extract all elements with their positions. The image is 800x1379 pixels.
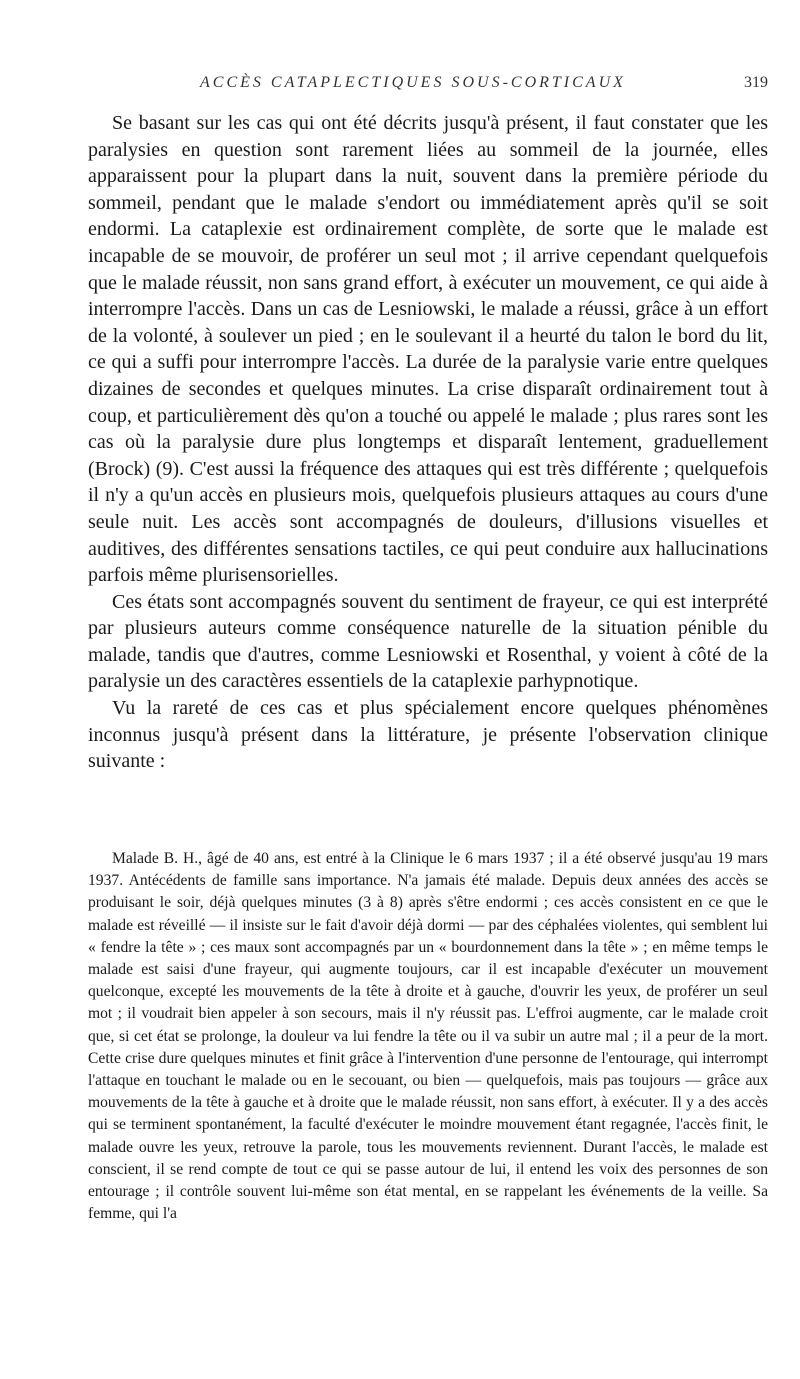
book-page	[88, 0, 768, 1379]
body-text	[88, 110, 768, 775]
paragraph: Se basant sur les cas qui ont été décrits jusqu'à présent, il faut constater que les paralysies en question sont rarement liées au sommeil de la journée, elles apparaissent pour la plupart dans la nuit, souvent dans la première période du sommeil, pendant que le malade s'endort ou immédiatement après qu'il se soit endormi. La cataplexie est ordinairement complète, de sorte que le malade est incapable de se mouvoir, de proférer un seul mot ; il arrive cependant quelquefois que le malade réussit, non sans grand effort, à exécuter un mouvement, ce qui aide à interrompre l'accès. Dans un cas de Lesniowski, le malade a réussi, grâce à un effort de la volonté, à soulever un pied ; en le soulevant il a heurté du talon le bord du lit, ce qui a suffi pour interrompre l'accès. La durée de la paralysie varie entre quelques dizaines de secondes et quelques minutes. La crise disparaît ordinairement tout à coup, et particulièrement dès qu'on a touché ou appelé le malade ; plus rares sont les cas où la paralysie dure plus longtemps et disparaît lentement, graduellement (Brock) (9). C'est aussi la fréquence des attaques qui est très différente ; quelquefois il n'y a qu'un accès en plusieurs mois, quelquefois plusieurs attaques au cours d'une seule nuit. Les accès sont accompagnés de douleurs, d'illusions visuelles et auditives, des différentes sensations tactiles, ce qui peut conduire aux hallucinations parfois même plurisensorielles.	[88, 112, 768, 587]
running-head	[88, 74, 768, 98]
page-number: 319	[744, 74, 768, 91]
case-report-paragraph: Malade B. H., âgé de 40 ans, est entré à la Clinique le 6 mars 1937 ; il a été observé jusqu'au 19 mars 1937. Antécédents de famille sans importance. N'a jamais été malade. Depuis deux années des accès se produisant le soir, déjà quelques minutes (3 à 8) après s'être endormi ; ces accès consistent en ce que le malade est réveillé — il insiste sur le fait d'avoir déjà dormi — par des céphalées violentes, qui semblent lui « fendre la tête » ; ces maux sont accompagnés par un « bourdonnement dans la tête » ; en même temps le malade est saisi d'une frayeur, qui augmente toujours, car il est incapable d'exécuter un mouvement quelconque, excepté les mouvements de la tête à droite et à gauche, d'ouvrir les yeux, de proférer un seul mot ; il voudrait bien appeler à son secours, mais il n'y réussit pas. L'effroi augmente, car le malade croit que, si cet état se prolonge, la douleur va lui fendre la tête ou il va subir un autre mal ; il a peur de la mort. Cette crise dure quelques minutes et finit grâce à l'intervention d'une personne de l'entourage, qui interrompt l'attaque en touchant le malade ou en le secouant, ou bien — quelquefois, mais pas toujours — grâce aux mouvements de la tête à gauche et à droite que le malade réussit, non sans effort, à exécuter. Il y a des accès qui se terminent spontanément, la faculté d'exécuter le moindre mouvement étant regagnée, l'accès finit, le malade ouvre les yeux, retrouve la parole, tous les mouvements reviennent. Durant l'accès, le malade est conscient, il se rend compte de tout ce qui se passe autour de lui, il entend les voix des personnes de son entourage ; il contrôle souvent lui-même son état mental, en se rappelant les événements de la veille. Sa femme, qui l'a	[88, 850, 768, 1223]
paragraph: Ces états sont accompagnés souvent du sentiment de frayeur, ce qui est interprété par plusieurs auteurs comme conséquence naturelle de la situation pénible du malade, tandis que d'autres, comme Lesniowski et Rosenthal, y voient à côté de la paralysie un des caractères essentiels de la cataplexie parhypnotique.	[88, 590, 768, 693]
paragraph: Vu la rareté de ces cas et plus spécialement encore quelques phénomènes inconnus jusqu'à présent dans la littérature, je présente l'observation clinique suivante :	[88, 697, 768, 773]
running-title: ACCÈS CATAPLECTIQUES SOUS-CORTICAUX	[200, 74, 626, 91]
case-report	[88, 848, 768, 1225]
